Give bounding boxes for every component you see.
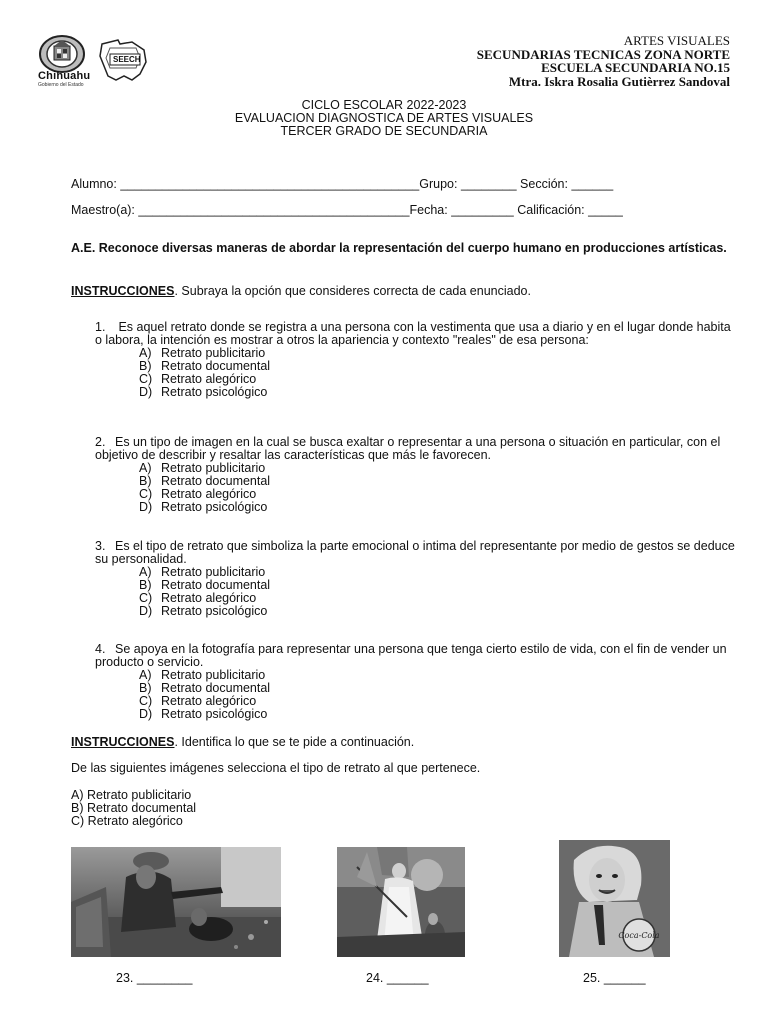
teacher-info-row[interactable]: Maestro(a): _______________________________________Fecha: _________ Calificación: _____ [71, 203, 623, 217]
instructions-1-label: INSTRUCCIONES [71, 284, 175, 298]
exam-title [0, 99, 768, 138]
instructions-2-label: INSTRUCCIONES [71, 735, 175, 749]
question-number: 3. [95, 539, 106, 553]
option-d[interactable]: D) Retrato psicológico [139, 385, 268, 399]
zone-line: SECUNDARIAS TECNICAS ZONA NORTE [476, 46, 730, 62]
option-a[interactable]: A) Retrato publicitario [139, 565, 266, 579]
school-header [477, 34, 730, 88]
image-option-a: A) Retrato publicitario [71, 788, 192, 802]
school-line: ESCUELA SECUNDARIA NO.15 [541, 60, 730, 75]
option-c[interactable]: C) Retrato alegórico [139, 487, 257, 501]
title-line-3: TERCER GRADO DE SECUNDARIA [280, 124, 488, 138]
title-line-1: CICLO ESCOLAR 2022-2023 [301, 98, 467, 112]
instructions-1-text: . Subraya la opción que consideres correcta de cada enunciado. [174, 284, 531, 298]
question-stem: Es aquel retrato donde se registra a una persona con la vestimenta que usa a diario y en el lugar donde habita o labora, la intención es mostrar a otros la apariencia y contexto "reales" de esa persona: [95, 320, 731, 347]
image-option-c: C) Retrato alegórico [71, 814, 183, 828]
logo-left-text: Chihuahu [38, 70, 91, 82]
images-prompt: De las siguientes imágenes selecciona el tipo de retrato al que pertenece. [71, 761, 481, 775]
answer-25[interactable]: 25. ______ [583, 971, 646, 985]
option-a[interactable]: A) Retrato publicitario [139, 346, 266, 360]
question-1 [95, 321, 740, 399]
question-number: 2. [95, 435, 106, 449]
image-option-b: B) Retrato documental [71, 801, 197, 815]
question-number: 1. [95, 320, 106, 334]
question-stem: Es el tipo de retrato que simboliza la parte emocional o intima del representante por medio de gestos se deduce su personalidad. [95, 539, 735, 566]
teacher-line: Mtra. Iskra Rosalia Gutièrrez Sandoval [508, 73, 730, 89]
question-stem: Es un tipo de imagen en la cual se busca exaltar o representar a una persona o situación en particular, con el objetivo de describir y resaltar las características que más le favorecen. [95, 435, 721, 462]
learning-expectation: A.E. Reconoce diversas maneras de abordar la representación del cuerpo humano en producciones artísticas. [71, 241, 727, 255]
allegory-painting-icon [337, 847, 465, 957]
answer-23[interactable]: 23. ________ [116, 971, 193, 985]
option-a[interactable]: A) Retrato publicitario [139, 668, 266, 682]
subject-line: ARTES VISUALES [623, 33, 730, 48]
instructions-2-text: . Identifica lo que se te pide a continuación. [174, 735, 415, 749]
option-b[interactable]: B) Retrato documental [139, 681, 271, 695]
option-b[interactable]: B) Retrato documental [139, 474, 271, 488]
image-options-list [71, 789, 196, 828]
coca-cola-ad-icon [559, 840, 670, 957]
coca-cola-ad-text: Coca-Cola [618, 931, 660, 940]
option-d[interactable]: D) Retrato psicológico [139, 500, 268, 514]
seech-logo [96, 36, 152, 84]
student-info-row[interactable]: Alumno: ___________________________________________Grupo: ________ Sección: ______ [71, 177, 614, 191]
option-c[interactable]: C) Retrato alegórico [139, 694, 257, 708]
option-d[interactable]: D) Retrato psicológico [139, 604, 268, 618]
instructions-2 [71, 735, 414, 749]
option-b[interactable]: B) Retrato documental [139, 359, 271, 373]
question-2 [95, 436, 740, 514]
question-stem: Se apoya en la fotografía para representar una persona que tenga cierto estilo de vida, con el fin de vender un producto o servicio. [95, 642, 727, 669]
option-a[interactable]: A) Retrato publicitario [139, 461, 266, 475]
option-c[interactable]: C) Retrato alegórico [139, 591, 257, 605]
question-3 [95, 540, 740, 618]
question-number: 4. [95, 642, 106, 656]
question-4 [95, 643, 740, 721]
answer-24[interactable]: 24. ______ [366, 971, 429, 985]
option-d[interactable]: D) Retrato psicológico [139, 707, 268, 721]
instructions-1 [71, 284, 531, 298]
logo-right-text: SEECH [113, 55, 141, 64]
soldiers-photo-icon [71, 847, 281, 957]
option-b[interactable]: B) Retrato documental [139, 578, 271, 592]
logo-left-subtext: Gobierno del Estado [38, 82, 84, 88]
title-line-2: EVALUACION DIAGNOSTICA DE ARTES VISUALES [234, 111, 534, 125]
option-c[interactable]: C) Retrato alegórico [139, 372, 257, 386]
